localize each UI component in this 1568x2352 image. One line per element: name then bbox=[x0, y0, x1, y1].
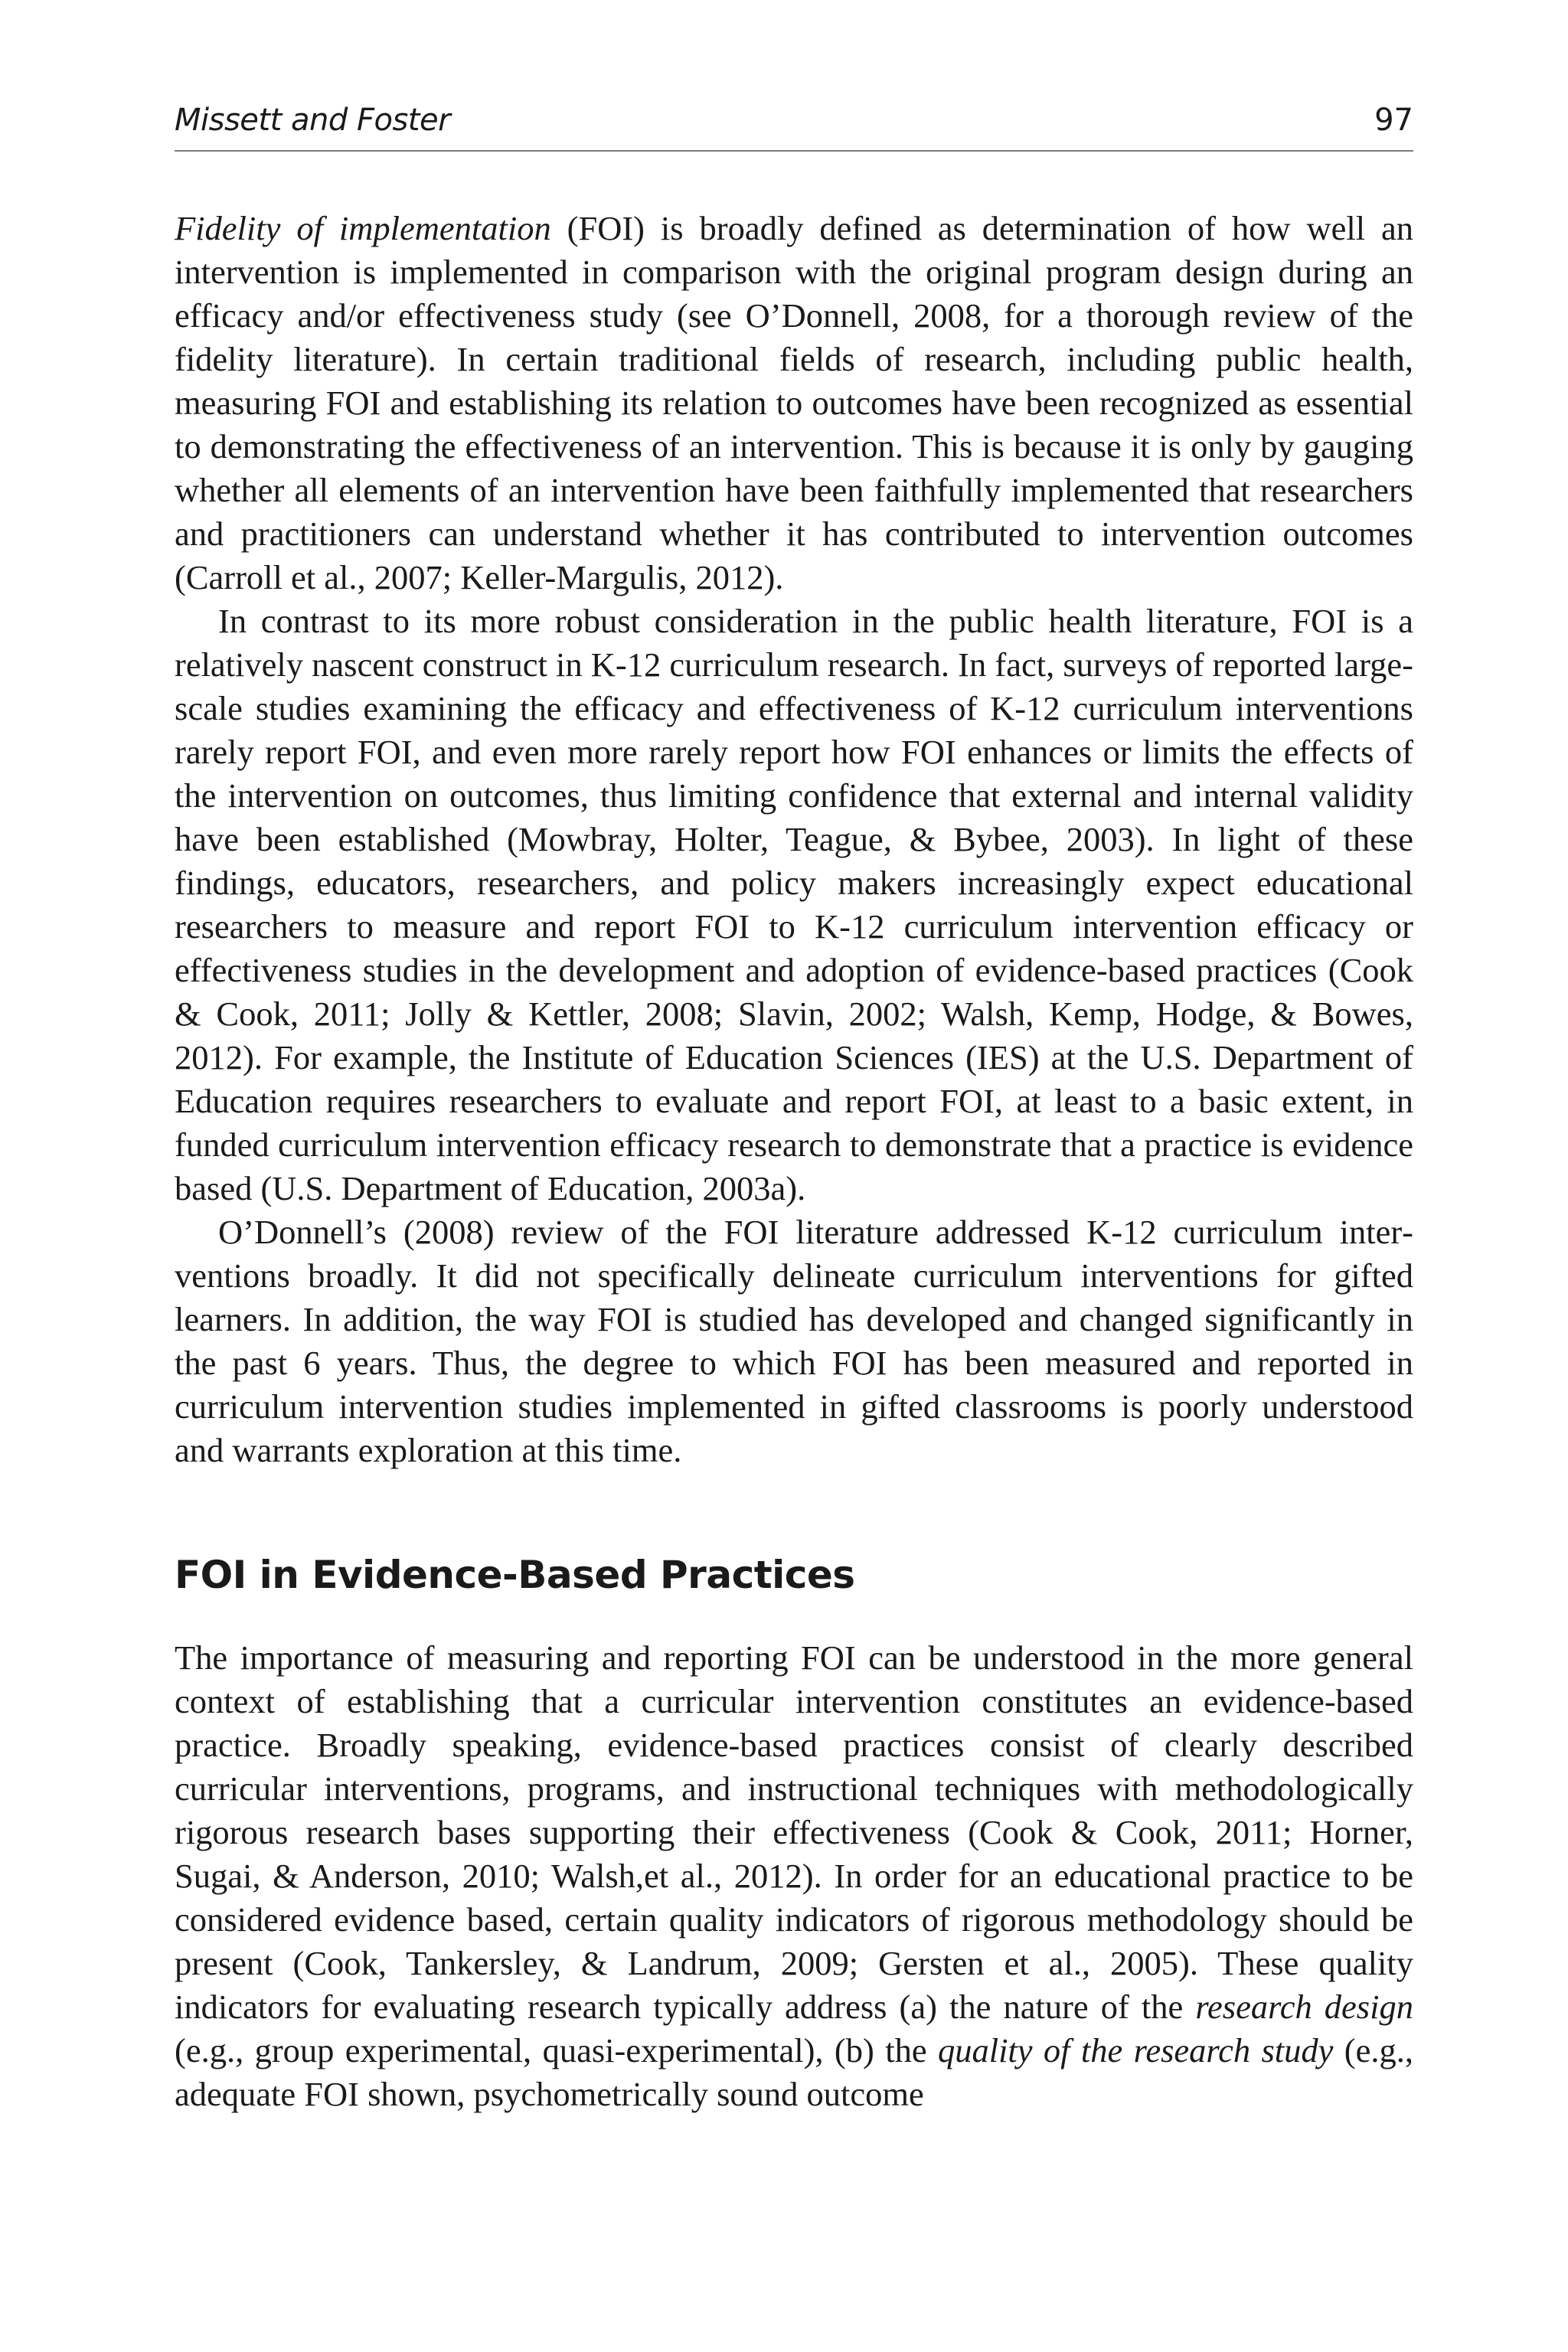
paragraph-fidelity-definition bbox=[175, 207, 1413, 599]
paragraph-odonnell-review: O’Donnell’s (2008) review of the FOI literature addressed K-12 curriculum interventions broadly. It did not specifically delineate curriculum interventions for gifted learners. In addition, the way FOI is studied has developed and changed significantly in the past 6 years. Thus, the degree to which FOI has been measured and reported in curriculum intervention studies implemented in gifted classrooms is poorly understood and warrants exploration at this time. bbox=[175, 1213, 1413, 1469]
running-header-authors: Missett and Foster bbox=[175, 103, 451, 138]
paragraph-text: (e.g., adequate FOI shown, psychometrically sound outcome bbox=[175, 2031, 1413, 2113]
section-heading: FOI in Evidence-Based Practices bbox=[175, 1553, 855, 1597]
italic-term-research-design: research design bbox=[1195, 1988, 1413, 2026]
paragraph-text: The importance of measuring and reporting FOI can be understood in the more general context of establishing that a curricular intervention constitutes an evidence-based practice. Broadly speaking, evidence-based practices consist of clearly described curricular interventions, programs, and instructional techniques with methodologically rigorous research bases supporting their effectiveness (Cook & Cook, 2011; Horner, Sugai, & Anderson, 2010; Walsh,et al., 2012). In order for an educational practice to be considered evidence based, certain quality indicators of rigorous methodology should be present (Cook, Tankersley, & Landrum, 2009; Gersten et al., 2005). These quality indicators for evaluating research typically address (a) the nature of the bbox=[175, 1638, 1413, 2026]
paragraph-text: (FOI) is broadly defined as determination of how well an intervention is implemented in comparison with the original program design during an efficacy and/or effectiveness study (see O’Donnell, 2008, for a thorough review of the fidelity literature). In certain traditional fields of research, including public health, measuring FOI and establishing its relation to outcomes have been recognized as essential to demonstrating the effectiveness of an intervention. This is because it is only by gauging whether all elements of an intervention have been faithfully implemented that researchers and practitioners can understand whether it has contributed to intervention outcomes (Carroll et al., 2007; Keller-Margulis, 2012). bbox=[175, 209, 1413, 596]
paragraph-text: (e.g., group experimental, quasi-experimental), (b) the bbox=[175, 2031, 938, 2069]
article-body bbox=[175, 207, 1413, 1472]
running-header bbox=[175, 103, 1413, 152]
italic-term-fidelity: Fidelity of implementation bbox=[175, 209, 551, 247]
italic-term-quality: quality of the research study bbox=[937, 2031, 1334, 2069]
section-body bbox=[175, 1636, 1413, 2116]
paragraph-evidence-based bbox=[175, 1636, 1413, 2116]
page-number: 97 bbox=[1374, 103, 1413, 138]
paragraph-k12-context: In contrast to its more robust consideration in the public health literature, FOI is a relatively nascent construct in K-12 curriculum research. In fact, surveys of reported large-scale studies examining the efficacy and effectiveness of K-12 curriculum interventions rarely report FOI, and even more rarely report how FOI enhances or limits the effects of the intervention on outcomes, thus limiting confidence that external and internal validity have been established (Mowbray, Holter, Teague, & Bybee, 2003). In light of these findings, educators, researchers, and policy makers increasingly expect educational researchers to measure and report FOI to K-12 curriculum intervention efficacy or effectiveness studies in the development and adoption of evidence-based practices (Cook & Cook, 2011; Jolly & Kettler, 2008; Slavin, 2002; Walsh, Kemp, Hodge, & Bowes, 2012). For example, the Institute of Education Sciences (IES) at the U.S. Department of Education requires researchers to evaluate and report FOI, at least to a basic extent, in funded curriculum intervention efficacy research to demonstrate that a practice is evidence based (U.S. Department of Education, 2003a). bbox=[175, 602, 1413, 1207]
